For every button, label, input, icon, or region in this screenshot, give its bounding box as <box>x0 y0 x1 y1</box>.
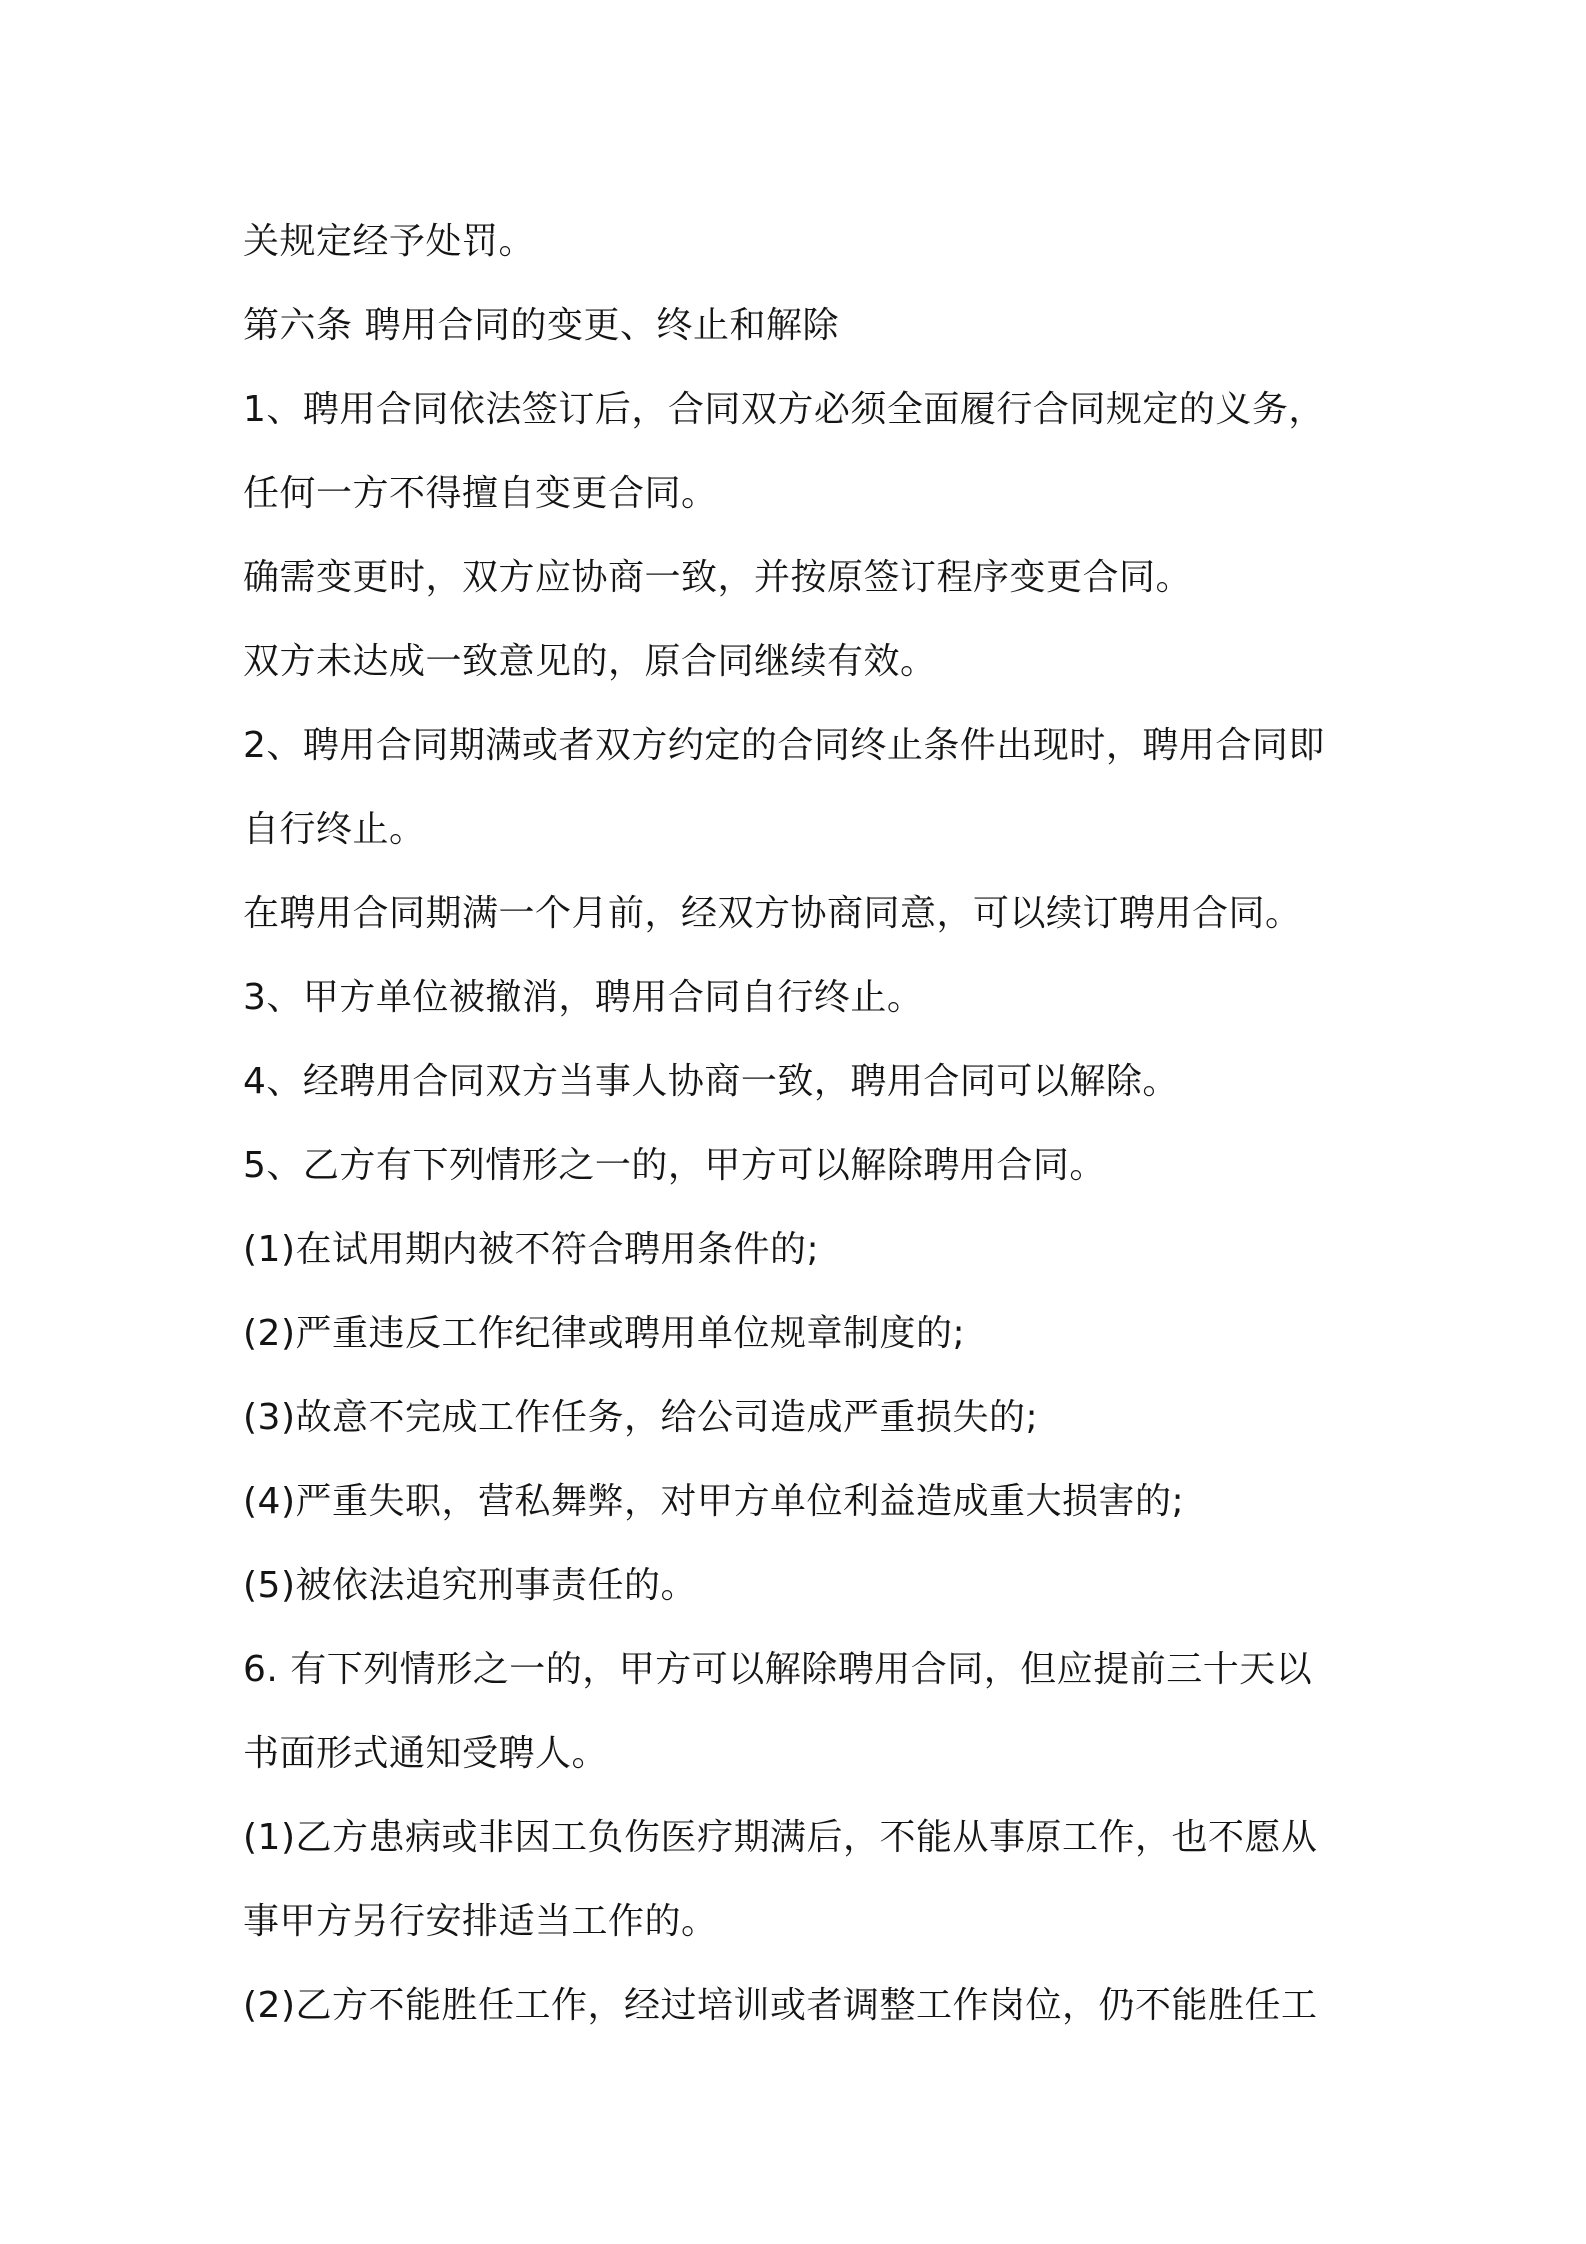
document-body <box>243 200 1393 2048</box>
list-item: (2)严重违反工作纪律或聘用单位规章制度的; <box>243 1313 966 1354</box>
text-line: 任何一方不得擅自变更合同。 <box>243 473 718 514</box>
text-line: 关规定经予处罚。 <box>243 221 536 262</box>
text-line: 确需变更时，双方应协商一致，并按原签订程序变更合同。 <box>243 557 1193 598</box>
list-item: (2)乙方不能胜任工作，经过培训或者调整工作岗位，仍不能胜任工 <box>243 1985 1318 2026</box>
list-item: (3)故意不完成工作任务，给公司造成严重损失的; <box>243 1397 1039 1438</box>
text-line: 1、聘用合同依法签订后，合同双方必须全面履行合同规定的义务， <box>243 389 1325 430</box>
text-line: 自行终止。 <box>243 809 426 850</box>
section-heading: 第六条 聘用合同的变更、终止和解除 <box>243 305 839 346</box>
text-line: 在聘用合同期满一个月前，经双方协商同意，可以续订聘用合同。 <box>243 893 1302 934</box>
list-item: (1)在试用期内被不符合聘用条件的; <box>243 1229 820 1270</box>
text-line: 3、甲方单位被撤消，聘用合同自行终止。 <box>243 977 924 1018</box>
text-line: 书面形式通知受聘人。 <box>243 1733 609 1774</box>
text-line: 2、聘用合同期满或者双方约定的合同终止条件出现时，聘用合同即 <box>243 725 1325 766</box>
list-item: (4)严重失职，营私舞弊，对甲方单位利益造成重大损害的; <box>243 1481 1185 1522</box>
text-line: 4、经聘用合同双方当事人协商一致，聘用合同可以解除。 <box>243 1061 1179 1102</box>
list-item: 事甲方另行安排适当工作的。 <box>243 1901 718 1942</box>
text-line: 双方未达成一致意见的，原合同继续有效。 <box>243 641 937 682</box>
list-item: (5)被依法追究刑事责任的。 <box>243 1565 697 1606</box>
text-line: 6. 有下列情形之一的，甲方可以解除聘用合同，但应提前三十天以 <box>243 1649 1313 1690</box>
list-item: (1)乙方患病或非因工负伤医疗期满后，不能从事原工作，也不愿从 <box>243 1817 1318 1858</box>
text-line: 5、乙方有下列情形之一的，甲方可以解除聘用合同。 <box>243 1145 1106 1186</box>
